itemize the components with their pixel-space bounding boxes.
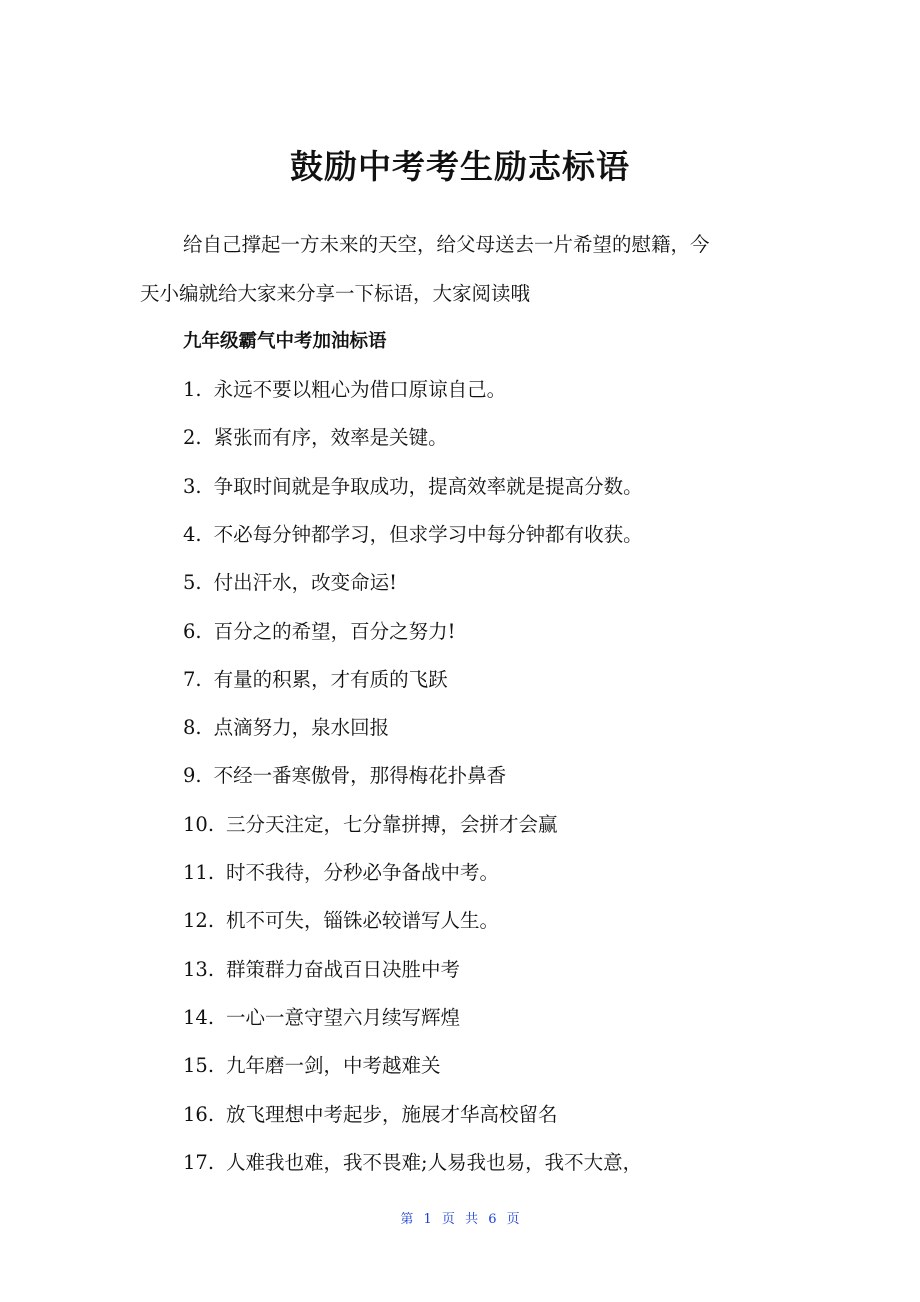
list-item-text: 不经一番寒傲骨，那得梅花扑鼻香 <box>213 764 507 788</box>
list-item <box>183 375 506 405</box>
list-item-text: 百分之的希望，百分之努力! <box>213 619 456 643</box>
list-item-number: 4. <box>183 522 202 546</box>
list-item-text: 永远不要以粗心为借口原谅自己。 <box>213 378 507 401</box>
list-item-text: 点滴努力，泉水回报 <box>213 716 390 740</box>
list-item-text: 争取时间就是争取成功，提高效率就是提高分数。 <box>213 474 643 498</box>
list-item-text: 三分天注定，七分靠拼搏，会拼才会赢 <box>226 812 558 836</box>
list-item-number: 11. <box>183 861 215 884</box>
list-item <box>183 1051 441 1081</box>
intro-line-1: 给自己撑起一方未来的天空，给父母送去一片希望的慰籍，今 <box>183 233 710 256</box>
list-item-number: 17. <box>183 1150 215 1174</box>
list-item <box>183 1003 460 1033</box>
list-item-text: 紧张而有序，效率是关键。 <box>213 426 448 450</box>
list-item-text: 一心一意守望六月续写辉煌 <box>226 1005 461 1029</box>
list-item-number: 16. <box>183 1102 215 1126</box>
list-item-number: 1. <box>183 378 202 401</box>
list-item <box>183 1148 642 1178</box>
intro-line-2: 天小编就给大家来分享一下标语，大家阅读哦 <box>140 282 531 305</box>
list-item <box>183 472 643 502</box>
list-item-text: 九年磨一剑，中考越难关 <box>226 1054 441 1078</box>
list-item-number: 6. <box>183 619 202 643</box>
list-item-number: 14. <box>183 1005 215 1029</box>
list-item-number: 5. <box>183 571 202 595</box>
list-item-text: 时不我待，分秒必争备战中考。 <box>226 861 500 884</box>
list-item-text: 放飞理想中考起步，施展才华高校留名 <box>226 1102 558 1126</box>
list-item-text: 人难我也难，我不畏难;人易我也易，我不大意， <box>226 1150 643 1174</box>
list-item <box>183 761 506 791</box>
list-item-text: 有量的积累，才有质的飞跃 <box>213 667 448 691</box>
list-item-number: 10. <box>183 812 215 836</box>
list-item-text: 机不可失，锱铢必较谱写人生。 <box>226 909 500 933</box>
section-heading: 九年级霸气中考加油标语 <box>183 331 387 352</box>
list-item <box>183 617 455 647</box>
list-item-number: 2. <box>183 426 202 450</box>
list-item <box>183 520 643 550</box>
list-item <box>183 906 499 936</box>
list-item <box>183 1100 558 1130</box>
list-item <box>183 568 397 598</box>
list-item <box>183 423 448 453</box>
list-item-number: 9. <box>183 764 202 788</box>
list-item <box>183 713 389 743</box>
list-item <box>183 858 499 888</box>
list-item-text: 付出汗水，改变命运! <box>213 571 397 595</box>
list-item <box>183 955 460 985</box>
list-item-number: 12. <box>183 909 215 933</box>
list-item-text: 不必每分钟都学习，但求学习中每分钟都有收获。 <box>213 522 643 546</box>
list-item-number: 7. <box>183 667 202 691</box>
list-item <box>183 665 448 695</box>
list-item-number: 3. <box>183 474 202 498</box>
list-item <box>183 810 558 840</box>
list-item-number: 8. <box>183 716 202 740</box>
page-footer: 第 1 页 共 6 页 <box>400 1212 520 1227</box>
list-item-text: 群策群力奋战百日决胜中考 <box>226 957 461 981</box>
document-title: 鼓励中考考生励志标语 <box>290 147 630 186</box>
list-item-number: 15. <box>183 1054 215 1078</box>
list-item-number: 13. <box>183 957 215 981</box>
